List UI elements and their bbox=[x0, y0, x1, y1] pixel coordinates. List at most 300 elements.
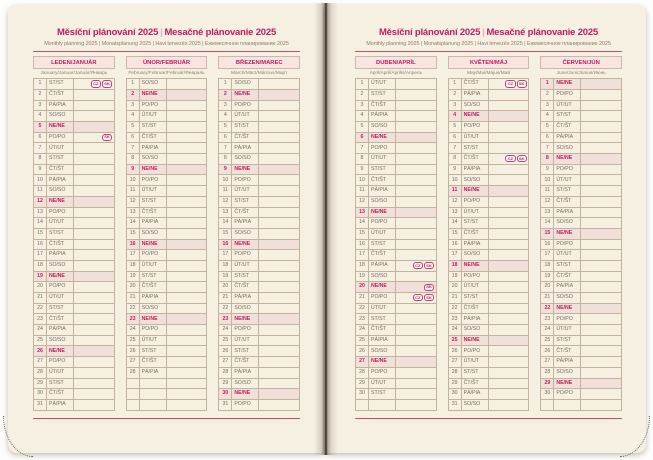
day-number-cell: 15 bbox=[448, 228, 461, 239]
weekday-cell: ST/ST bbox=[232, 122, 259, 133]
day-number-cell: 14 bbox=[219, 218, 232, 229]
day-row bbox=[356, 314, 437, 325]
notes-cell bbox=[488, 389, 529, 400]
day-number-cell: 14 bbox=[541, 218, 554, 229]
weekday-cell: NE/NE bbox=[369, 282, 396, 293]
notes-cell bbox=[259, 389, 300, 400]
notes-cell bbox=[488, 260, 529, 271]
month-translations: February/Februar/Február/Февраль bbox=[128, 71, 205, 77]
notes-cell bbox=[259, 100, 300, 111]
day-row bbox=[448, 357, 529, 368]
day-row bbox=[356, 196, 437, 207]
day-number-cell: 25 bbox=[448, 335, 461, 346]
weekday-cell: SO/SO bbox=[554, 367, 581, 378]
weekday-cell: ÚT/UT bbox=[554, 325, 581, 336]
notes-cell bbox=[166, 367, 207, 378]
day-row bbox=[541, 132, 622, 143]
month-grid bbox=[126, 78, 208, 410]
notes-cell bbox=[581, 282, 622, 293]
day-row bbox=[126, 186, 207, 197]
notes-cell bbox=[259, 89, 300, 100]
weekday-cell: PÁ/PIA bbox=[554, 357, 581, 368]
notes-cell bbox=[581, 100, 622, 111]
notes-cell bbox=[74, 89, 115, 100]
weekday-cell: PÁ/PIA bbox=[232, 143, 259, 154]
day-row bbox=[541, 293, 622, 304]
holiday-badge-cz: CZ bbox=[413, 294, 423, 301]
weekday-cell: PO/PO bbox=[554, 164, 581, 175]
notes-cell bbox=[581, 293, 622, 304]
day-row bbox=[541, 250, 622, 261]
title-separator: | bbox=[482, 27, 485, 38]
notes-cell bbox=[166, 260, 207, 271]
day-number-cell: 20 bbox=[34, 282, 47, 293]
day-row bbox=[219, 186, 300, 197]
notes-cell bbox=[581, 250, 622, 261]
notes-cell bbox=[581, 196, 622, 207]
header-rule bbox=[33, 51, 300, 52]
day-number-cell: 7 bbox=[541, 143, 554, 154]
weekday-cell: ČT/ŠT bbox=[47, 89, 74, 100]
month-grid bbox=[218, 78, 300, 410]
notes-cell bbox=[488, 143, 529, 154]
notes-cell bbox=[396, 154, 437, 165]
weekday-cell: ČT/ŠT bbox=[232, 207, 259, 218]
day-number-cell: 28 bbox=[126, 367, 139, 378]
day-row bbox=[448, 378, 529, 389]
day-number-cell: 26 bbox=[448, 346, 461, 357]
holiday-badge-cz: CZ bbox=[505, 80, 515, 87]
notes-cell bbox=[396, 399, 437, 410]
notes-cell bbox=[488, 303, 529, 314]
day-number-cell: 12 bbox=[126, 196, 139, 207]
day-number-cell: 10 bbox=[219, 175, 232, 186]
day-number-cell: 14 bbox=[356, 218, 369, 229]
day-row bbox=[541, 218, 622, 229]
day-row bbox=[219, 367, 300, 378]
months-right bbox=[355, 56, 622, 410]
holiday-badge-sk: SK bbox=[424, 294, 434, 301]
weekday-cell: PO/PO bbox=[47, 132, 74, 143]
notes-cell bbox=[259, 378, 300, 389]
day-number-cell: 13 bbox=[541, 207, 554, 218]
day-number-cell: 6 bbox=[356, 132, 369, 143]
day-row bbox=[356, 132, 437, 143]
notes-cell bbox=[166, 196, 207, 207]
day-number-cell: 6 bbox=[34, 132, 47, 143]
weekday-cell: PO/PO bbox=[232, 399, 259, 410]
notes-cell bbox=[259, 260, 300, 271]
day-row bbox=[126, 357, 207, 368]
day-number-cell: 27 bbox=[34, 357, 47, 368]
day-number-cell: 29 bbox=[219, 378, 232, 389]
day-number-cell: 5 bbox=[541, 122, 554, 133]
day-row bbox=[356, 207, 437, 218]
holiday-badge-sk: SK bbox=[424, 262, 434, 269]
day-row bbox=[34, 186, 115, 197]
notes-cell bbox=[259, 399, 300, 410]
day-number-cell: 26 bbox=[34, 346, 47, 357]
weekday-cell: SO/SO bbox=[232, 79, 259, 90]
page-subtitle: Monthly planning 2025 | Monatsplanung 2025 | Havi tervezés 2025 | Ежемесячное планирование 2025 bbox=[366, 41, 611, 47]
day-row bbox=[126, 132, 207, 143]
notes-cell bbox=[74, 389, 115, 400]
weekday-cell: PO/PO bbox=[139, 175, 166, 186]
notes-cell bbox=[488, 271, 529, 282]
notes-cell bbox=[74, 346, 115, 357]
day-row bbox=[126, 282, 207, 293]
weekday-cell: SO/SO bbox=[232, 228, 259, 239]
weekday-cell: SO/SO bbox=[139, 228, 166, 239]
weekday-cell: SO/SO bbox=[232, 303, 259, 314]
day-number-cell: 5 bbox=[448, 122, 461, 133]
day-row bbox=[34, 239, 115, 250]
notes-cell bbox=[396, 335, 437, 346]
notes-cell bbox=[488, 367, 529, 378]
day-row bbox=[126, 378, 207, 389]
notes-cell bbox=[166, 239, 207, 250]
weekday-cell: ÚT/UT bbox=[47, 143, 74, 154]
weekday-cell: PÁ/PIA bbox=[461, 389, 488, 400]
notes-cell bbox=[488, 175, 529, 186]
day-row bbox=[541, 389, 622, 400]
month-grid bbox=[33, 78, 115, 410]
weekday-cell: ST/ST bbox=[554, 260, 581, 271]
day-row bbox=[219, 79, 300, 90]
day-number-cell: 8 bbox=[448, 154, 461, 165]
notes-cell bbox=[581, 154, 622, 165]
day-row bbox=[541, 282, 622, 293]
day-row bbox=[541, 357, 622, 368]
notes-cell bbox=[581, 399, 622, 410]
weekday-cell: PÁ/PIA bbox=[554, 282, 581, 293]
notes-cell bbox=[488, 79, 529, 90]
notes-cell bbox=[74, 378, 115, 389]
day-row bbox=[34, 357, 115, 368]
day-number-cell: 25 bbox=[541, 335, 554, 346]
weekday-cell: PO/PO bbox=[369, 293, 396, 304]
notes-cell bbox=[488, 186, 529, 197]
day-row bbox=[448, 399, 529, 410]
weekday-cell: SO/SO bbox=[232, 154, 259, 165]
day-row bbox=[448, 389, 529, 400]
day-number-cell: 16 bbox=[356, 239, 369, 250]
day-row bbox=[126, 271, 207, 282]
month-name: BŘEZEN/MAREC bbox=[218, 56, 300, 69]
day-row bbox=[356, 303, 437, 314]
day-number-cell: 3 bbox=[448, 100, 461, 111]
day-row bbox=[541, 100, 622, 111]
day-row bbox=[126, 143, 207, 154]
day-row bbox=[34, 303, 115, 314]
day-row bbox=[541, 164, 622, 175]
weekday-cell: ÚT/UT bbox=[369, 79, 396, 90]
notes-cell bbox=[488, 154, 529, 165]
month-column-cerven-jun bbox=[540, 56, 622, 410]
day-row bbox=[34, 79, 115, 90]
day-row bbox=[34, 122, 115, 133]
day-row bbox=[541, 111, 622, 122]
day-row bbox=[219, 100, 300, 111]
day-number-cell: 25 bbox=[34, 335, 47, 346]
day-row bbox=[126, 207, 207, 218]
day-number-cell: 8 bbox=[356, 154, 369, 165]
day-number-cell: 13 bbox=[448, 207, 461, 218]
notes-cell bbox=[581, 218, 622, 229]
day-row bbox=[356, 164, 437, 175]
day-number-cell: 3 bbox=[356, 100, 369, 111]
day-number-cell: 15 bbox=[356, 228, 369, 239]
weekday-cell: SO/SO bbox=[369, 196, 396, 207]
day-number-cell: 9 bbox=[356, 164, 369, 175]
day-number-cell: 23 bbox=[356, 314, 369, 325]
month-translations: March/März/Március/Март bbox=[231, 71, 288, 77]
weekday-cell: PO/PO bbox=[461, 346, 488, 357]
weekday-cell: PO/PO bbox=[554, 389, 581, 400]
day-number-cell: 2 bbox=[126, 89, 139, 100]
weekday-cell: SO/SO bbox=[139, 154, 166, 165]
day-row bbox=[34, 293, 115, 304]
weekday-cell: ST/ST bbox=[554, 335, 581, 346]
weekday-cell: SO/SO bbox=[461, 325, 488, 336]
month-column-unor-februar bbox=[126, 56, 208, 410]
day-number-cell: 23 bbox=[541, 314, 554, 325]
page-title-cz: Měsíční plánování 2025 bbox=[378, 27, 481, 38]
weekday-cell: SO/SO bbox=[47, 186, 74, 197]
weekday-cell: ST/ST bbox=[461, 367, 488, 378]
weekday-cell: SO/SO bbox=[369, 122, 396, 133]
day-row bbox=[126, 260, 207, 271]
weekday-cell: NE/NE bbox=[232, 89, 259, 100]
day-row bbox=[356, 367, 437, 378]
weekday-cell: ČT/ŠT bbox=[461, 79, 488, 90]
notes-cell bbox=[581, 79, 622, 90]
weekday-cell: ÚT/UT bbox=[369, 378, 396, 389]
weekday-cell: PO/PO bbox=[232, 175, 259, 186]
day-number-cell: 10 bbox=[448, 175, 461, 186]
weekday-cell: ČT/ŠT bbox=[139, 282, 166, 293]
day-row bbox=[448, 122, 529, 133]
day-row bbox=[356, 271, 437, 282]
notes-cell bbox=[259, 367, 300, 378]
day-number-cell: 22 bbox=[219, 303, 232, 314]
day-row bbox=[356, 218, 437, 229]
day-row bbox=[126, 111, 207, 122]
weekday-cell: ÚT/UT bbox=[554, 175, 581, 186]
month-name: ÚNOR/FEBRUÁR bbox=[126, 56, 208, 69]
day-row bbox=[126, 79, 207, 90]
month-grid bbox=[448, 78, 530, 410]
day-number-cell: 14 bbox=[448, 218, 461, 229]
day-row bbox=[126, 303, 207, 314]
day-row bbox=[356, 282, 437, 293]
weekday-cell: NE/NE bbox=[47, 271, 74, 282]
weekday-cell: ČT/ŠT bbox=[139, 132, 166, 143]
day-row bbox=[448, 132, 529, 143]
weekday-cell: NE/NE bbox=[461, 111, 488, 122]
weekday-cell: NE/NE bbox=[554, 154, 581, 165]
day-row bbox=[219, 239, 300, 250]
notes-cell bbox=[74, 122, 115, 133]
day-number-cell: 8 bbox=[126, 154, 139, 165]
weekday-cell: ÚT/UT bbox=[461, 357, 488, 368]
day-row bbox=[34, 100, 115, 111]
day-row bbox=[356, 143, 437, 154]
day-number-cell: 31 bbox=[34, 399, 47, 410]
day-number-cell: 17 bbox=[541, 250, 554, 261]
month-name: ČERVEN/JÚN bbox=[540, 56, 622, 69]
day-row bbox=[448, 207, 529, 218]
weekday-cell: SO/SO bbox=[139, 303, 166, 314]
day-number-cell: 6 bbox=[126, 132, 139, 143]
notes-cell bbox=[74, 239, 115, 250]
notes-cell bbox=[488, 228, 529, 239]
weekday-cell: ČT/ŠT bbox=[232, 357, 259, 368]
notes-cell bbox=[581, 122, 622, 133]
weekday-cell bbox=[369, 399, 396, 410]
notes-cell bbox=[396, 207, 437, 218]
day-row bbox=[541, 346, 622, 357]
day-row bbox=[219, 89, 300, 100]
day-number-cell: 19 bbox=[356, 271, 369, 282]
day-row bbox=[219, 357, 300, 368]
day-number-cell: 15 bbox=[126, 228, 139, 239]
day-number-cell: 13 bbox=[126, 207, 139, 218]
day-number-cell: 1 bbox=[448, 79, 461, 90]
day-number-cell: 21 bbox=[356, 293, 369, 304]
weekday-cell: PO/PO bbox=[47, 282, 74, 293]
weekday-cell: SO/SO bbox=[369, 346, 396, 357]
day-row bbox=[541, 271, 622, 282]
holiday-badge-cz: CZ bbox=[413, 262, 423, 269]
day-number-cell: 5 bbox=[126, 122, 139, 133]
day-row bbox=[126, 314, 207, 325]
day-number-cell: 30 bbox=[219, 389, 232, 400]
day-row bbox=[356, 250, 437, 261]
day-number-cell: 12 bbox=[541, 196, 554, 207]
notes-cell bbox=[259, 186, 300, 197]
notes-cell bbox=[396, 250, 437, 261]
weekday-cell: ÚT/UT bbox=[369, 154, 396, 165]
weekday-cell: SO/SO bbox=[461, 175, 488, 186]
notes-cell bbox=[581, 239, 622, 250]
header-rule bbox=[355, 51, 622, 52]
day-row bbox=[448, 282, 529, 293]
day-row bbox=[448, 325, 529, 336]
notes-cell bbox=[396, 196, 437, 207]
day-row bbox=[126, 335, 207, 346]
weekday-cell: PÁ/PIA bbox=[232, 367, 259, 378]
notes-cell bbox=[396, 89, 437, 100]
weekday-cell: PO/PO bbox=[369, 143, 396, 154]
day-row bbox=[219, 122, 300, 133]
day-number-cell: 24 bbox=[219, 325, 232, 336]
day-row bbox=[356, 378, 437, 389]
day-number-cell: 21 bbox=[448, 293, 461, 304]
notes-cell bbox=[396, 164, 437, 175]
weekday-cell: ÚT/UT bbox=[461, 207, 488, 218]
month-column-brezen-marec bbox=[218, 56, 300, 410]
weekday-cell: SO/SO bbox=[47, 260, 74, 271]
book-spine bbox=[314, 3, 338, 455]
day-row bbox=[219, 228, 300, 239]
weekday-cell: PÁ/PIA bbox=[369, 111, 396, 122]
day-number-cell: 15 bbox=[541, 228, 554, 239]
day-row bbox=[219, 282, 300, 293]
notes-cell bbox=[259, 218, 300, 229]
month-grid bbox=[540, 78, 622, 410]
day-row bbox=[34, 111, 115, 122]
day-row bbox=[356, 357, 437, 368]
notes-cell bbox=[259, 207, 300, 218]
weekday-cell: NE/NE bbox=[232, 239, 259, 250]
weekday-cell: PÁ/PIA bbox=[47, 250, 74, 261]
notes-cell bbox=[488, 346, 529, 357]
day-row bbox=[219, 314, 300, 325]
notes-cell bbox=[74, 154, 115, 165]
day-row bbox=[541, 228, 622, 239]
day-row bbox=[356, 154, 437, 165]
notes-cell bbox=[166, 346, 207, 357]
day-row bbox=[126, 100, 207, 111]
day-number-cell: 17 bbox=[219, 250, 232, 261]
notes-cell bbox=[166, 357, 207, 368]
weekday-cell: NE/NE bbox=[554, 303, 581, 314]
notes-cell bbox=[488, 335, 529, 346]
day-row bbox=[126, 196, 207, 207]
weekday-cell: ÚT/UT bbox=[139, 111, 166, 122]
weekday-cell: PO/PO bbox=[139, 325, 166, 336]
day-number-cell: 27 bbox=[126, 357, 139, 368]
day-row bbox=[34, 389, 115, 400]
notes-cell bbox=[581, 378, 622, 389]
day-number-cell: 19 bbox=[219, 271, 232, 282]
notes-cell bbox=[166, 228, 207, 239]
weekday-cell: SO/SO bbox=[554, 218, 581, 229]
day-row bbox=[34, 399, 115, 410]
day-row bbox=[448, 346, 529, 357]
day-number-cell: 1 bbox=[126, 79, 139, 90]
day-number-cell: 4 bbox=[219, 111, 232, 122]
notes-cell bbox=[488, 357, 529, 368]
day-number-cell: 11 bbox=[219, 186, 232, 197]
notes-cell bbox=[488, 239, 529, 250]
day-row bbox=[126, 122, 207, 133]
day-row bbox=[541, 260, 622, 271]
notes-cell bbox=[74, 218, 115, 229]
notes-cell bbox=[74, 186, 115, 197]
day-number-cell: 5 bbox=[356, 122, 369, 133]
notes-cell bbox=[396, 228, 437, 239]
day-row bbox=[219, 389, 300, 400]
weekday-cell: ÚT/UT bbox=[554, 250, 581, 261]
day-row bbox=[126, 218, 207, 229]
day-row bbox=[219, 143, 300, 154]
page-left-content bbox=[8, 5, 323, 453]
weekday-cell: ST/ST bbox=[47, 154, 74, 165]
holiday-badge-sk: SK bbox=[102, 80, 112, 87]
weekday-cell: NE/NE bbox=[369, 207, 396, 218]
notes-cell bbox=[396, 122, 437, 133]
notes-cell bbox=[259, 271, 300, 282]
day-number-cell: 3 bbox=[126, 100, 139, 111]
weekday-cell: ČT/ŠT bbox=[232, 132, 259, 143]
day-number-cell: 6 bbox=[219, 132, 232, 143]
day-number-cell: 27 bbox=[448, 357, 461, 368]
day-row bbox=[448, 218, 529, 229]
day-row bbox=[219, 207, 300, 218]
day-number-cell bbox=[541, 399, 554, 410]
